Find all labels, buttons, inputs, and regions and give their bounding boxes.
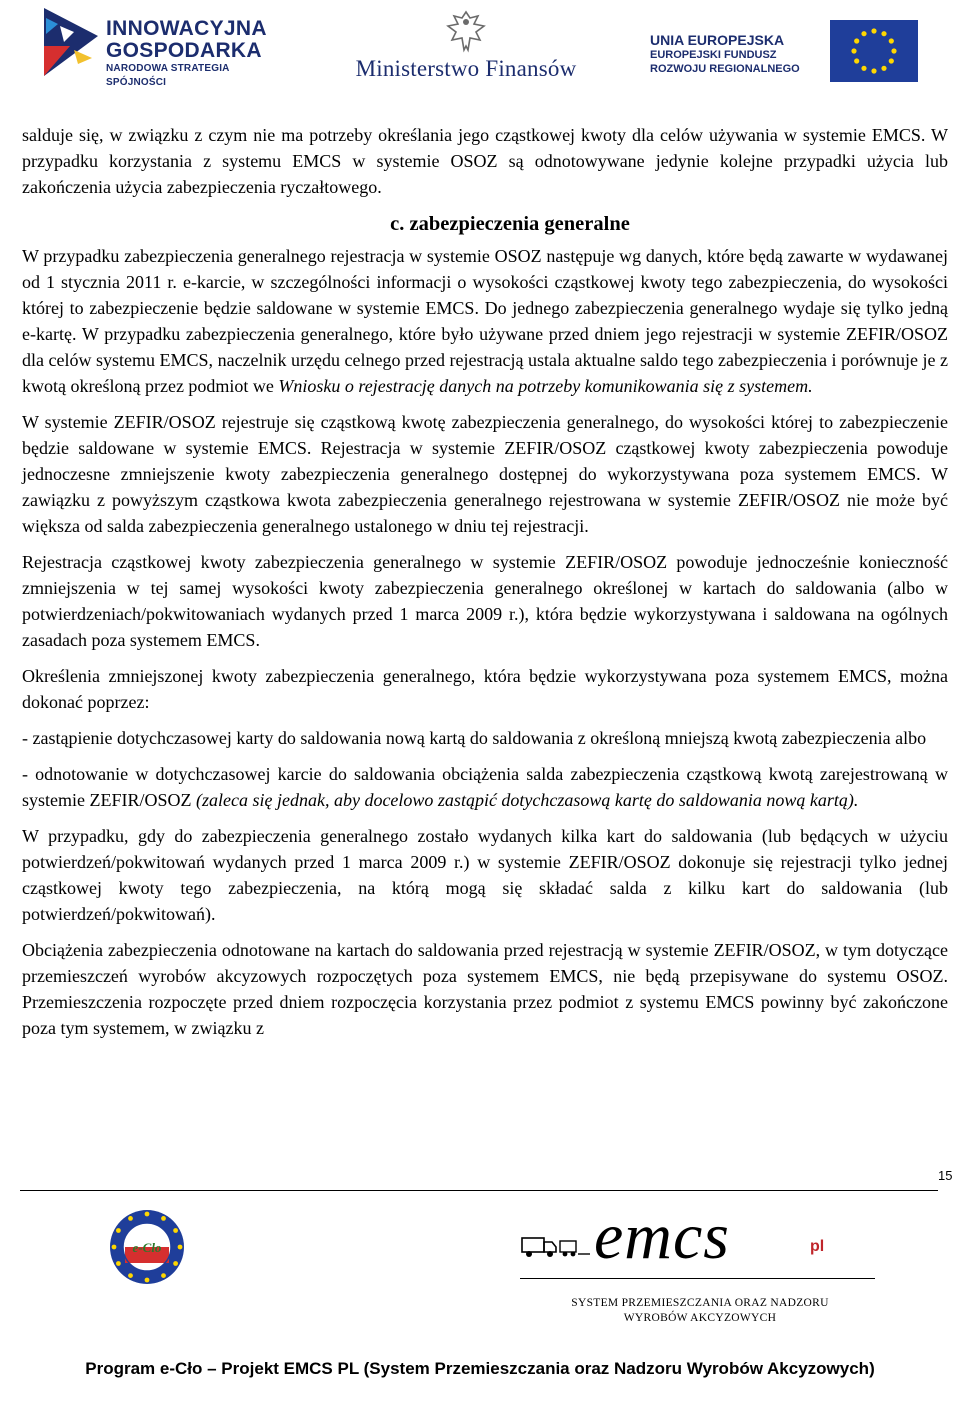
- paragraph-7: W przypadku, gdy do zabezpieczenia generalnego zostało wydanych kilka kart do saldowania (lub będących w użyciu potwierdzeń/pokwitowań wydanych przed 1 marca 2009 r.) w systemie ZEFIR/OSOZ dokonuje się rejestracji tylko jednej cząstkowej kwoty tego zabezpieczenia, na którą mogą się składać salda z kilku kart do saldowania (lub potwierdzeń/pokwitowań).: [22, 826, 948, 924]
- ig-flag-icon: [40, 6, 102, 78]
- paragraph-2: W systemie ZEFIR/OSOZ rejestruje się cząstkową kwotę zabezpieczenia generalnego, do wysokości której to zabezpieczenie będzie saldowane w systemie EMCS. Rejestracja w systemie ZEFIR/OSOZ cząstkowej kwoty zabezpieczenia powoduje jednoczesne zmniejszenie kwoty zabezpieczenia generalnego dostępnej do wykorzystywana poza systemem EMCS. W zawiązku z powyższym cząstkowa kwota zabezpieczenia generalnego rejestrowana w systemie ZEFIR/OSOZ nie może być większa od salda zabezpieczenia generalnego ustalonego w dniu tej rejestracji.: [22, 412, 948, 536]
- ministry-name: Ministerstwo Finansów: [355, 56, 577, 81]
- program-footer-text: Program e-Cło – Projekt EMCS PL (System Przemieszczania oraz Nadzoru Wyrobów Akcyzowych): [85, 1359, 875, 1378]
- innowacyjna-gospodarka-logo: [40, 4, 290, 88]
- page-header: [0, 0, 960, 100]
- paragraph-3: Rejestracja cząstkowej kwoty zabezpieczenia generalnego w systemie ZEFIR/OSOZ powoduje jednocześnie konieczność zmniejszenia w tej samej wysokości kwoty zabezpieczenia generalnego określonej w kartach do saldowania (albo w potwierdzeniach/pokwitowaniach wydanych przed 1 marca 2009 r.), która będzie wykorzystywana i saldowana na ogólnych zasadach poza systemem EMCS.: [22, 552, 948, 650]
- paragraph-5: - zastąpienie dotychczasowej karty do saldowania nową kartą do saldowania z określoną mniejszą kwotą zabezpieczenia albo: [22, 728, 927, 748]
- paragraph-8: Obciążenia zabezpieczenia odnotowane na kartach do saldowania przed rejestracją w systemie ZEFIR/OSOZ, w tym dotyczące przemieszczeń wyrobów akcyzowych rozpoczętych poza systemem EMCS, nie będą przepisywane do systemu OSOZ. Przemieszczenia rozpoczęte przed dniem rozpoczęcia korzystania przez podmiot z systemu EMCS powinny być zakończone poza tym systemem, w związku z: [22, 940, 948, 1038]
- emcs-subtitle-line2: WYROBÓW AKCYZOWYCH: [623, 1312, 777, 1324]
- emcs-pl-suffix: pl: [810, 1238, 825, 1255]
- section-heading: c. zabezpieczenia generalne: [390, 213, 630, 235]
- eu-logo-line3: ROZWOJU REGIONALNEGO: [650, 63, 800, 75]
- paragraph-4: Określenia zmniejszonej kwoty zabezpieczenia generalnego, która będzie wykorzystywana poza systemem EMCS, można dokonać poprzez:: [22, 666, 948, 712]
- e-clo-seal-icon: [108, 1208, 186, 1286]
- paragraph-1-text: W przypadku zabezpieczenia generalnego rejestracja w systemie OSOZ następuje wg danych, które będą zawarte w wydawanej od 1 stycznia 2011 r. e-karcie, w szczególności informacji o wysokości cząstkowej kwoty tego zabezpieczenia, do wysokości której to zabezpieczenie będzie saldowane w systemie EMCS. Do jednego zabezpieczenia generalnego wydaje się tylko jedną e-kartę. W przypadku zabezpieczenia generalnego, które było używane przed dniem jego rejestracji w systemie ZEFIR/OSOZ dla celów systemu EMCS, naczelnik urzędu celnego przed rejestracją ustala aktualne saldo tego zabezpieczenia i porównuje je z kwotą określoną przez podmiot we: [22, 246, 948, 396]
- paragraph-intro: salduje się, w związku z czym nie ma potrzeby określania jego cząstkowej kwoty dla celów używania w systemie EMCS. W przypadku korzystania z systemu EMCS w systemie OSOZ są odnotowywane jedynie kolejne przypadki użycia lub zakończenia użycia zabezpieczenia ryczałtowego.: [22, 125, 948, 197]
- eu-logo-line1: UNIA EUROPEJSKA: [650, 32, 785, 48]
- paragraph-6-italic: (zaleca się jednak, aby docelowo zastąpić dotychczasową kartę do saldowania nową kartą).: [196, 790, 859, 810]
- footer-divider: [20, 1190, 938, 1191]
- polish-eagle-icon: [444, 8, 488, 54]
- emcs-pl-logo: [520, 1202, 880, 1282]
- eu-regional-fund-logo: [650, 20, 920, 84]
- page-number: 15: [938, 1168, 953, 1183]
- document-body: [22, 122, 948, 1041]
- eu-flag-icon: [830, 20, 918, 82]
- ministry-of-finance-logo: [348, 6, 584, 86]
- paragraph-6: [22, 761, 948, 813]
- paragraph-1-italic: Wniosku o rejestrację danych na potrzeby komunikowania się z systemem.: [278, 376, 813, 396]
- paragraph-1: [22, 243, 948, 399]
- emcs-wordmark: emcs: [594, 1200, 730, 1273]
- seal-text: e-Clo: [132, 1240, 162, 1255]
- ig-logo-line2: GOSPODARKA: [106, 39, 262, 62]
- emcs-underline: [520, 1278, 875, 1279]
- ig-logo-line3: NARODOWA STRATEGIA SPÓJNOŚCI: [106, 63, 230, 88]
- emcs-subtitle-line1: SYSTEM PRZEMIESZCZANIA ORAZ NADZORU: [571, 1297, 829, 1309]
- eu-logo-line2: EUROPEJSKI FUNDUSZ: [650, 49, 777, 61]
- ig-logo-line1: INNOWACYJNA: [106, 17, 267, 40]
- truck-icon: [520, 1232, 590, 1262]
- emcs-subtitle: [500, 1296, 900, 1326]
- paragraph-6-text: - odnotowanie w dotychczasowej karcie do saldowania obciążenia salda zabezpieczenia cząstkową kwotą zarejestrowaną w systemie ZEFIR/OSOZ: [22, 764, 948, 810]
